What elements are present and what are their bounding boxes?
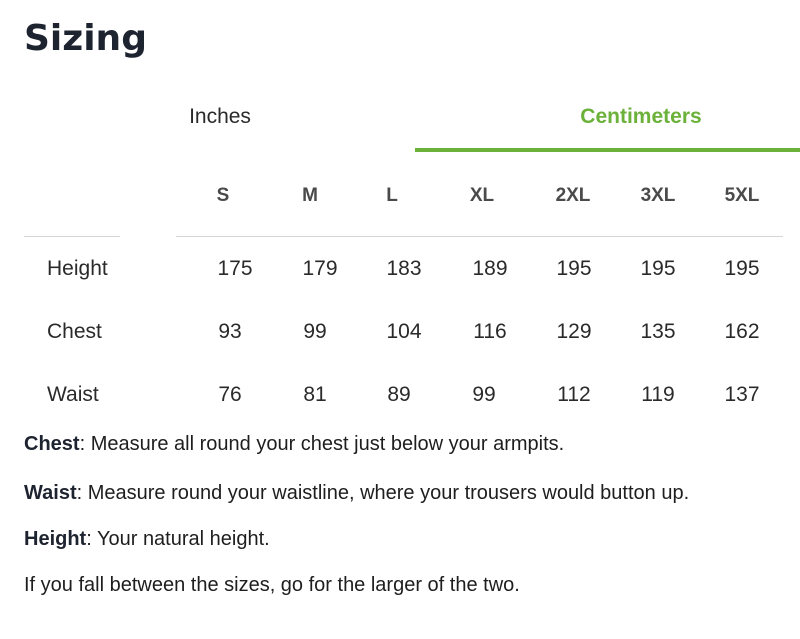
table-divider	[176, 236, 783, 237]
table-cell: 104	[386, 320, 422, 343]
table-cell: 116	[473, 320, 507, 343]
size-header-2xl: 2XL	[555, 185, 591, 206]
table-cell: 137	[724, 383, 760, 406]
table-cell: 89	[387, 383, 411, 406]
tab-centimeters[interactable]: Centimeters	[580, 105, 702, 128]
table-cell: 179	[302, 257, 338, 280]
table-cell: 81	[303, 383, 327, 406]
table-cell: 195	[556, 257, 592, 280]
note-term-chest: Chest	[24, 433, 80, 455]
row-label-height: Height	[47, 257, 108, 280]
note-chest	[24, 431, 564, 457]
table-cell: 195	[724, 257, 760, 280]
table-cell: 76	[218, 383, 242, 406]
note-advice: If you fall between the sizes, go for the larger of the two.	[24, 574, 520, 596]
note-text-height: : Your natural height.	[86, 528, 270, 550]
table-cell: 189	[472, 257, 508, 280]
note-term-waist: Waist	[24, 482, 77, 504]
size-header-xl: XL	[469, 185, 495, 206]
table-cell: 135	[640, 320, 676, 343]
row-label-waist: Waist	[47, 383, 99, 406]
table-cell: 99	[472, 383, 496, 406]
row-label-chest: Chest	[47, 320, 102, 343]
size-header-5xl: 5XL	[724, 185, 760, 206]
note-text-waist: : Measure round your waistline, where your trousers would button up.	[76, 482, 690, 504]
table-cell: 183	[386, 257, 422, 280]
active-tab-indicator	[415, 148, 800, 152]
note-term-height: Height	[24, 528, 87, 550]
note-text-chest: : Measure all round your chest just below your armpits.	[79, 433, 565, 455]
table-divider	[24, 236, 120, 237]
tab-inches[interactable]: Inches	[189, 105, 251, 128]
table-cell: 162	[724, 320, 760, 343]
table-cell: 93	[218, 320, 242, 343]
table-cell: 195	[640, 257, 676, 280]
size-header-m: M	[302, 185, 318, 206]
size-header-l: L	[386, 185, 398, 206]
size-header-s: S	[216, 185, 230, 206]
table-cell: 175	[217, 257, 253, 280]
table-cell: 112	[557, 383, 591, 406]
note-height	[24, 526, 270, 552]
table-cell: 119	[641, 383, 675, 406]
size-header-3xl: 3XL	[640, 185, 676, 206]
table-cell: 99	[303, 320, 327, 343]
page-title: Sizing	[24, 18, 147, 59]
table-cell: 129	[556, 320, 592, 343]
note-waist	[24, 480, 689, 506]
